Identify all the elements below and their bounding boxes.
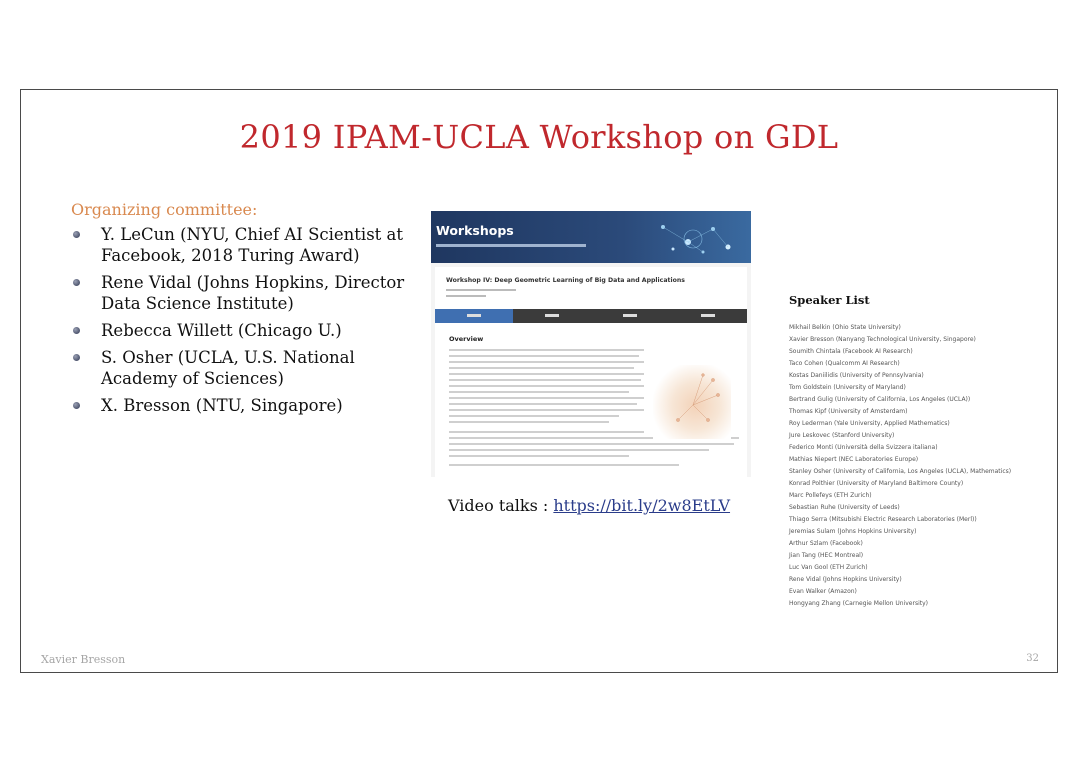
list-item: Xavier Bresson (Nanyang Technological University, Singapore) — [789, 336, 976, 343]
screenshot-card — [435, 267, 747, 477]
screenshot-tab — [435, 309, 513, 323]
list-item: S. Osher (UCLA, U.S. National Academy of Sciences) — [71, 347, 411, 389]
screenshot-meta-line — [446, 289, 516, 291]
list-item: Bertrand Gulig (University of California, Los Angeles (UCLA)) — [789, 396, 971, 403]
bullet-icon — [73, 279, 80, 286]
list-item: Konrad Polthier (University of Maryland Baltimore County) — [789, 480, 964, 487]
screenshot-meta-line — [446, 295, 486, 297]
video-talks — [448, 496, 730, 515]
list-item: Y. LeCun (NYU, Chief AI Scientist at Facebook, 2018 Turing Award) — [71, 224, 411, 266]
network-illustration-icon — [653, 365, 731, 439]
screenshot-text-line — [449, 403, 637, 405]
screenshot-text-line — [449, 431, 644, 433]
speaker-list-heading: Speaker List — [789, 293, 870, 307]
slide-title: 2019 IPAM-UCLA Workshop on GDL — [239, 118, 839, 156]
screenshot-breadcrumb — [436, 244, 586, 247]
slide — [20, 89, 1058, 673]
list-item: Jeremias Sulam (Johns Hopkins University) — [789, 528, 917, 535]
list-item: Hongyang Zhang (Carnegie Mellon University) — [789, 600, 928, 607]
bullet-icon — [73, 402, 80, 409]
screenshot-text-line — [449, 455, 629, 457]
list-item: Roy Lederman (Yale University, Applied Mathematics) — [789, 420, 950, 427]
video-link[interactable]: https://bit.ly/2w8EtLV — [553, 496, 731, 515]
screenshot-text-line — [449, 415, 619, 417]
footer-author: Xavier Bresson — [41, 653, 126, 666]
screenshot-text-line — [449, 421, 609, 423]
list-item: Soumith Chintala (Facebook AI Research) — [789, 348, 913, 355]
list-item: Thiago Serra (Mitsubishi Electric Research Laboratories (Merl)) — [789, 516, 977, 523]
list-item: Federico Monti (Università della Svizzera italiana) — [789, 444, 938, 451]
screenshot-text-line — [449, 373, 644, 375]
list-item: Stanley Osher (University of California, Los Angeles (UCLA), Mathematics) — [789, 468, 1012, 475]
list-item: Thomas Kipf (University of Amsterdam) — [789, 408, 908, 415]
list-item: Taco Cohen (Qualcomm AI Research) — [789, 360, 900, 367]
list-item: Rene Vidal (Johns Hopkins, Director Data Science Institute) — [71, 272, 411, 314]
screenshot-text-line — [449, 409, 644, 411]
screenshot-header — [431, 211, 751, 263]
network-graphic-icon — [643, 217, 743, 259]
list-item: Sebastian Ruhe (University of Leeds) — [789, 504, 900, 511]
list-item: Mathias Niepert (NEC Laboratories Europe) — [789, 456, 919, 463]
bullet-icon — [73, 327, 80, 334]
screenshot-text-line — [449, 443, 734, 445]
list-item: Arthur Szlam (Facebook) — [789, 540, 863, 547]
list-item: Luc Van Gool (ETH Zurich) — [789, 564, 868, 571]
list-item: Rebecca Willett (Chicago U.) — [71, 320, 411, 341]
screenshot-text-line — [449, 449, 709, 451]
committee-heading: Organizing committee: — [71, 200, 258, 219]
screenshot-overview-heading: Overview — [449, 335, 484, 343]
screenshot-text-line — [449, 391, 629, 393]
workshop-page-screenshot — [431, 211, 751, 477]
list-item: Rene Vidal (Johns Hopkins University) — [789, 576, 902, 583]
screenshot-text-line — [449, 385, 644, 387]
list-item: X. Bresson (NTU, Singapore) — [71, 395, 411, 416]
screenshot-tabs — [435, 309, 747, 323]
screenshot-tab — [669, 309, 747, 323]
committee-list — [71, 224, 411, 422]
screenshot-text-line — [449, 355, 639, 357]
screenshot-text-line — [449, 464, 679, 466]
screenshot-illustration-image — [653, 365, 731, 439]
bullet-icon — [73, 231, 80, 238]
list-item: Kostas Daniilidis (University of Pennsylvania) — [789, 372, 924, 379]
list-item: Marc Pollefeys (ETH Zurich) — [789, 492, 872, 499]
list-item: Jure Leskovec (Stanford University) — [789, 432, 895, 439]
screenshot-title: Workshops — [436, 223, 514, 238]
screenshot-subtitle: Workshop IV: Deep Geometric Learning of Big Data and Applications — [446, 277, 685, 284]
list-item: Tom Goldstein (University of Maryland) — [789, 384, 906, 391]
page-number: 32 — [1026, 653, 1039, 664]
screenshot-text-line — [449, 361, 644, 363]
list-item: Jian Tang (HEC Montreal) — [789, 552, 864, 559]
list-item: Mikhail Belkin (Ohio State University) — [789, 324, 901, 331]
screenshot-text-line — [449, 397, 644, 399]
speaker-list — [789, 322, 1011, 610]
screenshot-text-line — [449, 349, 644, 351]
screenshot-text-line — [449, 379, 641, 381]
video-label: Video talks : — [448, 496, 554, 515]
screenshot-tab — [513, 309, 591, 323]
bullet-icon — [73, 354, 80, 361]
screenshot-text-line — [449, 367, 634, 369]
screenshot-tab — [591, 309, 669, 323]
list-item: Evan Walker (Amazon) — [789, 588, 857, 595]
